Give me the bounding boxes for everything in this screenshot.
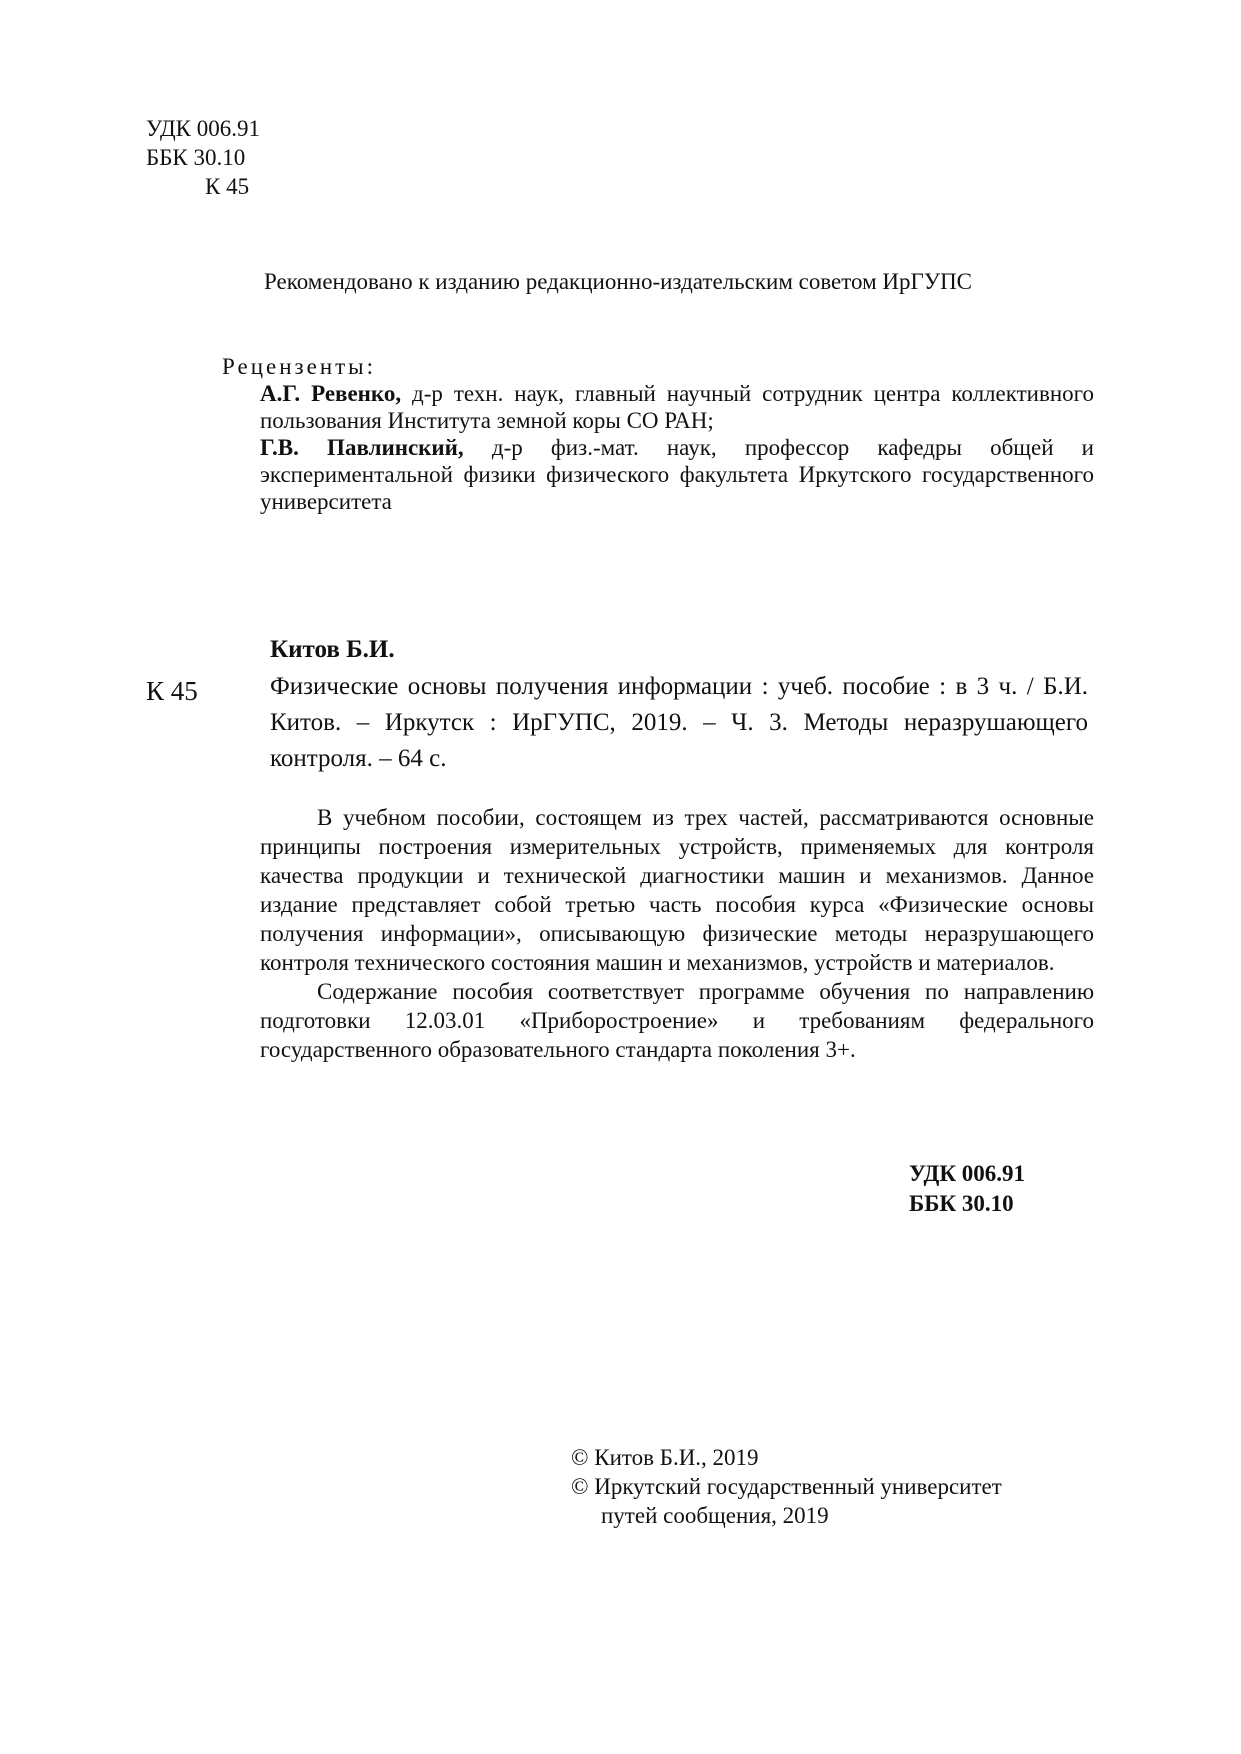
udk-code-bold: УДК 006.91 xyxy=(909,1161,1026,1186)
copyright-university: © Иркутский государственный университет xyxy=(571,1474,1002,1499)
reviewer-description: д-р техн. наук, главный научный сотрудник центра коллективного пользования Института земной коры СО РАН; xyxy=(260,381,1094,433)
copyright-university-cont: путей сообщения, 2019 xyxy=(601,1503,829,1528)
reviewer-description: д-р физ.-мат. наук, профессор кафедры общей и экспериментальной физики физического факультета Иркутского государственного университета xyxy=(260,435,1094,514)
bibliographic-description: Физические основы получения информации : учеб. пособие : в 3 ч. / Б.И. Китов. – Иркутск : ИрГУПС, 2019. – Ч. 3. Методы неразрушающего контроля. – 64 с. xyxy=(270,673,1088,772)
catalog-mark: К 45 xyxy=(146,676,198,706)
author-mark: К 45 xyxy=(205,174,250,199)
reviewer-entry xyxy=(260,434,1094,515)
recommendation-note: Рекомендовано к изданию редакционно-издательским советом ИрГУПС xyxy=(264,269,973,294)
bbk-code: ББК 30.10 xyxy=(146,145,246,170)
reviewer-name: А.Г. Ревенко, xyxy=(260,381,402,406)
udk-code: УДК 006.91 xyxy=(146,116,260,141)
bbk-code-bold: ББК 30.10 xyxy=(909,1191,1014,1216)
catalog-author: Китов Б.И. xyxy=(270,636,395,663)
copyright-author: © Китов Б.И., 2019 xyxy=(571,1445,759,1470)
abstract xyxy=(260,803,1094,1064)
abstract-paragraph: Содержание пособия соответствует программе обучения по направлению подготовки 12.03.01 «Приборостроение» и требованиям федерального государственного образовательного стандарта поколения 3+. xyxy=(260,979,1094,1062)
reviewer-entry xyxy=(260,380,1094,434)
abstract-paragraph: В учебном пособии, состоящем из трех частей, рассматриваются основные принципы построения измерительных устройств, применяемых для контроля качества продукции и технической диагностики машин и механизмов. Данное издание представляет собой третью часть пособия курса «Физические основы получения информации», описывающую физические методы неразрушающего контроля технического состояния машин и механизмов, устройств и материалов. xyxy=(260,805,1094,975)
reviewers-label: Рецензенты: xyxy=(222,354,377,379)
reviewer-name: Г.В. Павлинский, xyxy=(260,435,464,460)
